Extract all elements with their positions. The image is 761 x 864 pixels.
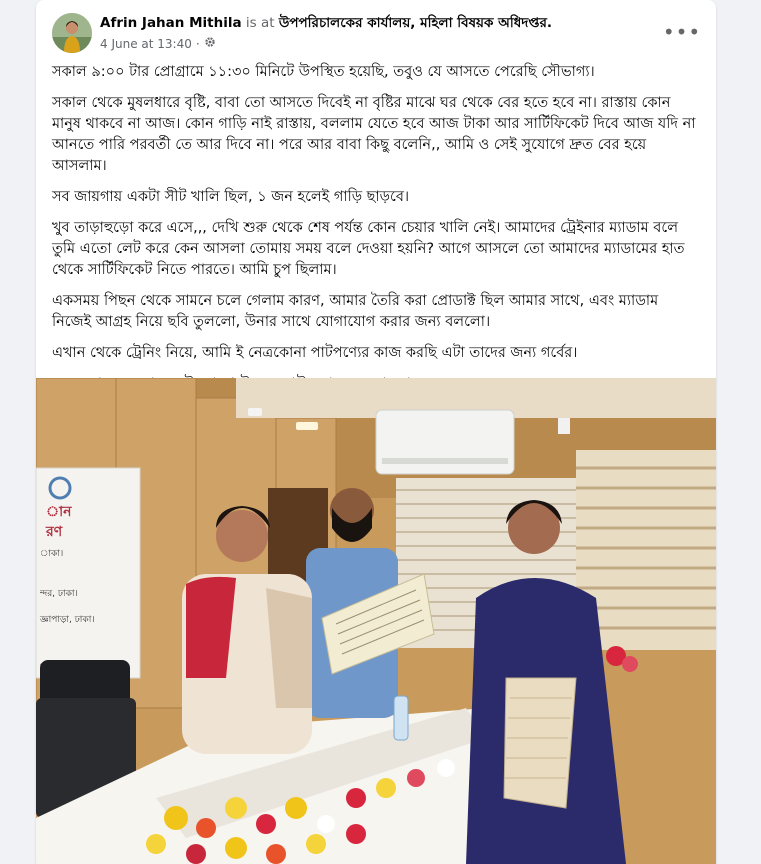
post-paragraph: সব জায়গায় একটা সীট খালি ছিল, ১ জন হলেই গাড়ি ছাড়বে।	[52, 189, 410, 205]
avatar-image	[52, 13, 92, 53]
post-paragraph: খুব তাড়াহুড়ো করে এসে,,, দেখি শুরু থেকে শেষ পর্যন্ত কোন চেয়ার খালি নেই। আমাদের ট্রেইনার ম্যাডাম বলে তুমি এতো লেট করে কেন আসলা তোমায় সময় বলে দেওয়া হয়নি? আগে আসলে তো আমাদের ম্যাডামের হাত থেকে সার্টিফিকেট নিতে পারতে। আমি চুপ ছিলাম।	[52, 220, 685, 278]
banner-text: রণ	[46, 524, 63, 540]
meta-separator: ·	[195, 36, 200, 51]
certificate-photo	[36, 378, 716, 864]
post-paragraph: সকাল থেকে মুষলধারে বৃষ্টি, বাবা তো আসতে দিবেই না বৃষ্টির মাঝে ঘর থেকে বের হতে হবে না। রাস্তায় কোন মানুষ থাকবে না আজ। কোন গাড়ি নাই রাস্তায়, বললাম যেতে হবে আজ টাকা আর সার্টিফিকেট দিবে আজ যদি না আনতে পারি পরবর্তী তে আর দিবে না। পরে আর বাবা কিছু বলেনি,, আমি ও সেই সুযোগে দ্রুত বের হয়ে আসলাম।	[52, 95, 696, 174]
post-header	[36, 0, 716, 60]
avatar[interactable]	[52, 13, 92, 53]
location-link[interactable]: উপপরিচালকের কার্যালয়, মহিলা বিষয়ক অধিদপ্তর.	[278, 15, 553, 31]
is-at-text: is at	[245, 15, 275, 31]
banner-text: ান	[46, 504, 72, 520]
post-photo[interactable]	[36, 378, 716, 864]
post-meta	[100, 36, 216, 51]
banner-text: জ্ঞাপাড়া, ঢাকা।	[40, 615, 95, 625]
more-options-button[interactable]	[664, 18, 700, 46]
author-line	[100, 14, 660, 32]
post-text	[52, 62, 696, 405]
banner-text: ন্দর, ঢাকা।	[40, 589, 78, 599]
post-paragraph: সকাল ৯:০০ টার প্রোগ্রামে ১১:৩০ মিনিটে উপস্থিত হয়েছি, তবুও যে আসতে পেরেছি সৌভাগ্য।	[52, 64, 595, 80]
author-name[interactable]: Afrin Jahan Mithila	[100, 15, 242, 31]
banner-text: াকা।	[40, 549, 64, 559]
more-icon: •••	[662, 20, 702, 44]
post-paragraph: এখান থেকে ট্রেনিং নিয়ে, আমি ই নেত্রকোনা পাটপণ্যের কাজ করছি এটা তাদের জন্য গর্বের।	[52, 345, 578, 361]
post-paragraph: একসময় পিছন থেকে সামনে চলে গেলাম কারণ, আমার তৈরি করা প্রোডাক্ট ছিল আমার সাথে, এবং ম্যাডাম নিজেই আগ্রহ নিয়ে ছবি তুললো, উনার সাথে যোগাযোগ করার জন্য বললো।	[52, 293, 659, 330]
post-timestamp[interactable]: 4 June at 13:40	[100, 36, 192, 51]
gear-icon[interactable]	[204, 36, 216, 51]
post-card	[36, 0, 716, 864]
